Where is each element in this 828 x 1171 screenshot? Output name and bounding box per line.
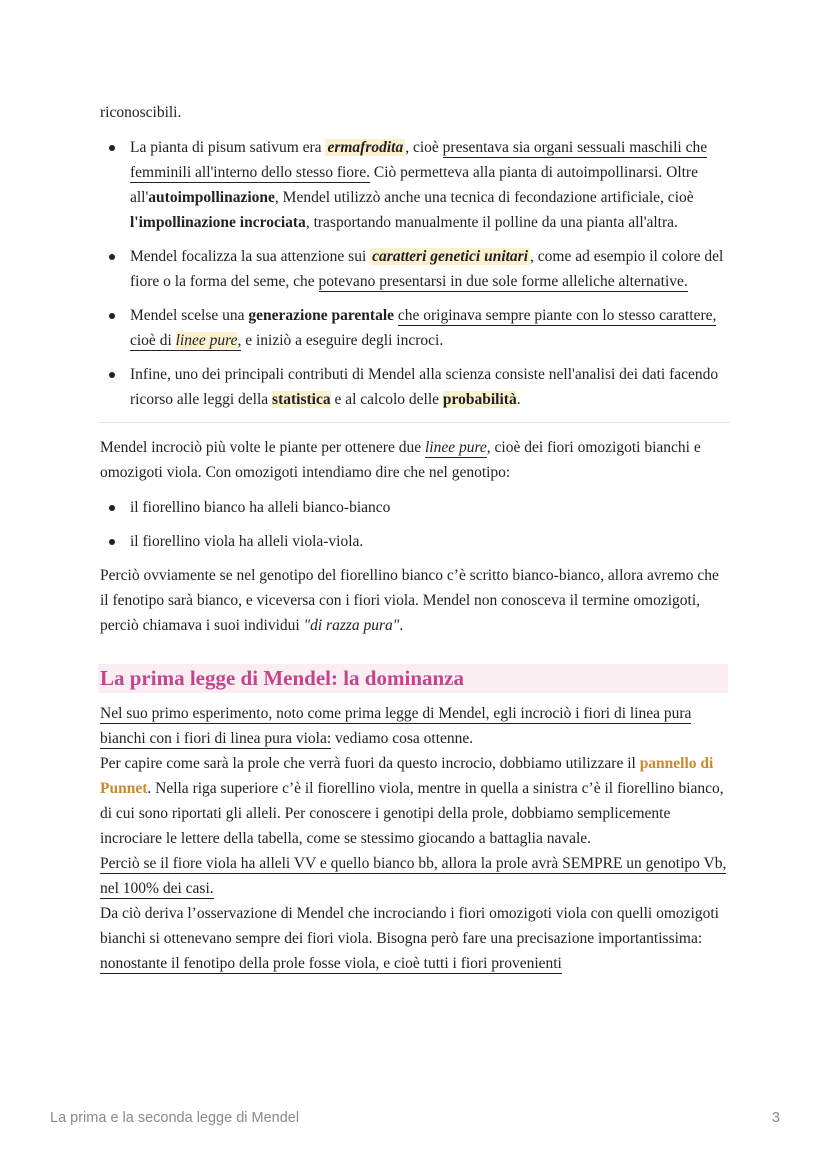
underlined-text: potevano presentarsi in due sole forme alleliche — [318, 273, 619, 290]
bullet-list-2 — [100, 495, 730, 554]
highlight-bold: probabilità — [442, 391, 517, 408]
list-item: Mendel scelse una generazione parentale che originava sempre piante con lo stesso carattere, cioè di linee pure, e iniziò a eseguire degli incroci. — [130, 303, 730, 353]
underlined-text: pura bianchi con i fiori di linea pura viola: — [100, 705, 692, 747]
page-number: 3 — [771, 1110, 780, 1126]
paragraph: Mendel incrociò più volte le piante per ottenere due linee pure, cioè dei fiori omozigoti bianchi e omozigoti viola. Con omozigoti intendiamo dire che nel genotipo: — [100, 439, 701, 481]
underlined-text: carattere, cioè di linee pure, — [130, 307, 717, 349]
intro-fragment: riconoscibili. — [100, 104, 182, 121]
underlined-text: alternative. — [618, 273, 688, 290]
list-item: il fiorellino viola ha alleli viola-viola. — [130, 529, 730, 554]
bullet-list-1 — [100, 135, 730, 412]
bold-text: generazione parentale — [248, 307, 395, 324]
paragraph: Nel suo primo esperimento, noto come prima legge di Mendel, egli incrociò i fiori di linea pura bianchi con i fiori di linea pura viola: vediamo cosa ottenne. Per capire come sarà la prole che verrà fuori da questo incrocio, dobbiamo utilizzare il pannello di Punnet. Nella riga superiore c’è il fiorellino viola, mentre in quella a sinistra c’è il fiorellino bianco, di cui sono riportati gli alleli. Per conoscere i genotipi della prole, dobbiamo semplicemente incrociare le lettere della tabella, come se stessimo giocando a battaglia navale. Perciò se il fiore viola ha alleli VV e quello bianco bb, allora la prole avrà SEMPRE un genotipo Vb, nel 100% dei casi. Da ciò deriva l’osservazione di Mendel che incrociando i fiori omozigoti viola con quelli omozigoti bianchi si ottenevano sempre dei fiori viola. Bisogna però fare una precisazione importantissima: nonostante il fenotipo della prole fosse viola, e cioè tutti i fiori provenienti — [100, 705, 727, 972]
underlined-text: che femminili all'interno dello stesso fiore. — [130, 139, 708, 181]
bold-text: l'impollinazione incrociata — [130, 214, 306, 231]
underlined-text: Perciò se il fiore viola ha alleli VV e quello bianco bb, allora la prole avrà SEMPRE un — [100, 855, 646, 872]
highlight-term: caratteri genetici unitari — [372, 248, 529, 265]
document-body — [100, 100, 730, 976]
underlined-text: presentava sia organi sessuali maschili — [442, 139, 686, 156]
punnet-term: pannello di Punnet — [100, 755, 714, 797]
divider — [98, 422, 730, 423]
underlined-text: genotipo Vb, nel 100% dei casi. — [100, 855, 727, 897]
bold-text: autoimpollinazione — [148, 189, 275, 206]
list-item: il fiorellino bianco ha alleli bianco-bianco — [130, 495, 730, 520]
list-item: Infine, uno dei principali contributi di Mendel alla scienza consiste nell'analisi dei dati facendo ricorso alle leggi della statistica e al calcolo delle probabilità. — [130, 362, 730, 412]
list-item: Mendel focalizza la sua attenzione sui caratteri genetici unitari , come ad esempio il colore del fiore o la forma del seme, che potevano presentarsi in due sole forme alleliche alternative. — [130, 244, 730, 294]
highlight-term: linee pure — [175, 332, 238, 349]
page-footer — [50, 1110, 780, 1126]
italic-link: linee pure — [424, 439, 487, 456]
section-heading: La prima legge di Mendel: la dominanza — [98, 664, 728, 693]
list-item: La pianta di pisum sativum era ermafrodita , cioè presentava sia organi sessuali maschili che femminili all'interno dello stesso fiore. Ciò permetteva alla pianta di autoimpollinarsi. Oltre all'autoimpollinazione, Mendel utilizzò anche una tecnica di fecondazione artificiale, cioè l'impollinazione incrociata, trasportando manualmente il polline da una pianta all'altra. — [130, 135, 730, 235]
paragraph: Perciò ovviamente se nel genotipo del fiorellino bianco c’è scritto bianco-bianco, allora avremo che il fenotipo sarà bianco, e viceversa con i fiori viola. Mendel non conosceva il termine omozigoti, perciò chiamava i suoi individui "di razza pura". — [100, 567, 719, 634]
footer-title: La prima e la seconda legge di Mendel — [50, 1110, 300, 1126]
underlined-text: nonostante il fenotipo della prole fosse viola, e cioè tutti i fiori provenienti — [100, 955, 562, 972]
quote-text: "di razza pura" — [303, 617, 400, 634]
highlight-term: ermafrodita — [327, 139, 404, 156]
underlined-text: Nel suo primo esperimento, noto come prima legge di Mendel, egli incrociò i fiori di linea — [100, 705, 664, 722]
highlight-bold: statistica — [272, 391, 331, 408]
underlined-text: che originava sempre piante con lo stesso — [397, 307, 660, 324]
